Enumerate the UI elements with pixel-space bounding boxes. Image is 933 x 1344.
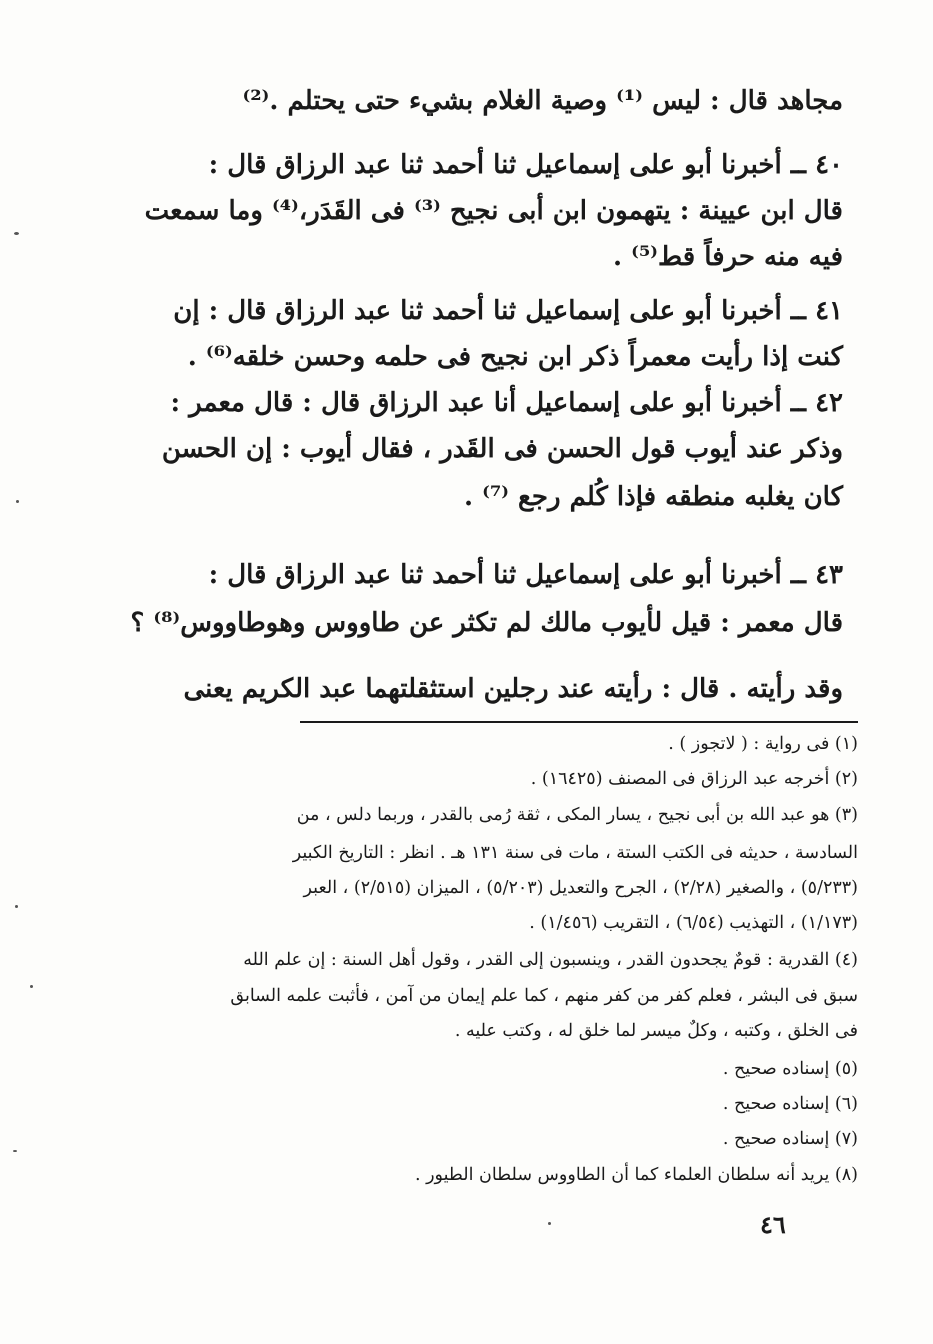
- footnote-separator: [300, 721, 858, 723]
- main-text-line: كنت إذا رأيت معمراً ذكر ابن نجيح فى حلمه وحسن خلقه⁽⁶⁾ .: [187, 342, 843, 372]
- footnote-line: سبق فى البشر ، فعلم كفر من كفر منهم ، كما علم إيمان من آمن ، فأثبت علمه السابق: [230, 986, 858, 1006]
- main-text-line: ٤٢ ــ أخبرنا أبو على إسماعيل أنا عبد الرزاق قال : قال معمر :: [170, 388, 843, 418]
- footnote-line: (٣) هو عبد الله بن أبى نجيح ، يسار المكى ، ثقة رُمى بالقدر ، وربما دلس ، من: [296, 805, 858, 825]
- main-text-line: وذكر عند أيوب قول الحسن فى القَدر ، فقال أيوب : إن الحسن: [161, 434, 843, 464]
- footnote-line: (٢) أخرجه عبد الرزاق فى المصنف (١٦٤٢٥) .: [530, 769, 858, 789]
- footnote-line: فى الخلق ، وكتبه ، وكلٌ ميسر لما خلق له ، وكتب عليه .: [454, 1021, 858, 1041]
- scan-speck: [15, 905, 18, 908]
- main-text-line: فيه منه حرفاً قط⁽⁵⁾ .: [613, 242, 843, 272]
- main-text-line: ٤١ ــ أخبرنا أبو على إسماعيل ثنا أحمد ثنا عبد الرزاق قال : إن: [173, 296, 843, 326]
- scan-speck: [548, 1222, 551, 1225]
- main-text-line: ٤٠ ــ أخبرنا أبو على إسماعيل ثنا أحمد ثنا عبد الرزاق قال :: [208, 150, 843, 180]
- main-text-line: وقد رأيته . قال : رأيته عند رجلين استثقلتهما عبد الكريم يعنى: [183, 674, 843, 704]
- footnote-line: (٥) إسناده صحيح .: [722, 1059, 858, 1079]
- main-text-line: كان يغلبه منطقه فإذا كُلم رجع ⁽⁷⁾ .: [464, 482, 843, 512]
- main-text-line: ٤٣ ــ أخبرنا أبو على إسماعيل ثنا أحمد ثنا عبد الرزاق قال :: [208, 560, 843, 590]
- footnote-line: (١/١٧٣) ، التهذيب (٦/٥٤) ، التقريب (١/٤٥٦) .: [529, 913, 858, 933]
- footnote-line: (٦) إسناده صحيح .: [722, 1094, 858, 1114]
- main-text-line: مجاهد قال : ليس ⁽¹⁾ وصية الغلام بشيء حتى يحتلم .⁽²⁾: [242, 86, 843, 116]
- scan-speck: [14, 232, 19, 235]
- main-text-line: قال معمر : قيل لأيوب مالك لم تكثر عن طاووس وهوطاووس⁽⁸⁾ ؟: [130, 608, 843, 638]
- footnote-line: (٧) إسناده صحيح .: [722, 1129, 858, 1149]
- footnote-line: (٤) القدرية : قومٌ يجحدون القدر ، وينسبون إلى القدر ، وقول أهل السنة : إن علم الله: [243, 950, 858, 970]
- scan-speck: [13, 1150, 17, 1152]
- scan-speck: [30, 985, 33, 988]
- footnote-line: (٨) يريد أنه سلطان العلماء كما أن الطاووس سلطان الطيور .: [414, 1165, 858, 1185]
- page-number: ٤٦: [760, 1210, 786, 1239]
- footnote-line: (٥/٢٣٣) ، والصغير (٢/٢٨) ، الجرح والتعديل (٥/٢٠٣) ، الميزان (٢/٥١٥) ، العبر: [303, 878, 858, 898]
- scan-speck: [16, 500, 19, 503]
- main-text-line: قال ابن عيينة : يتهمون ابن أبى نجيح ⁽³⁾ فى القَدَر،⁽⁴⁾ وما سمعت: [144, 196, 843, 226]
- footnote-line: (١) فى رواية : ( لاتجوز ) .: [668, 734, 858, 754]
- footnote-line: السادسة ، حديثه فى الكتب الستة ، مات فى سنة ١٣١ هـ . انظر : التاريخ الكبير: [292, 843, 858, 863]
